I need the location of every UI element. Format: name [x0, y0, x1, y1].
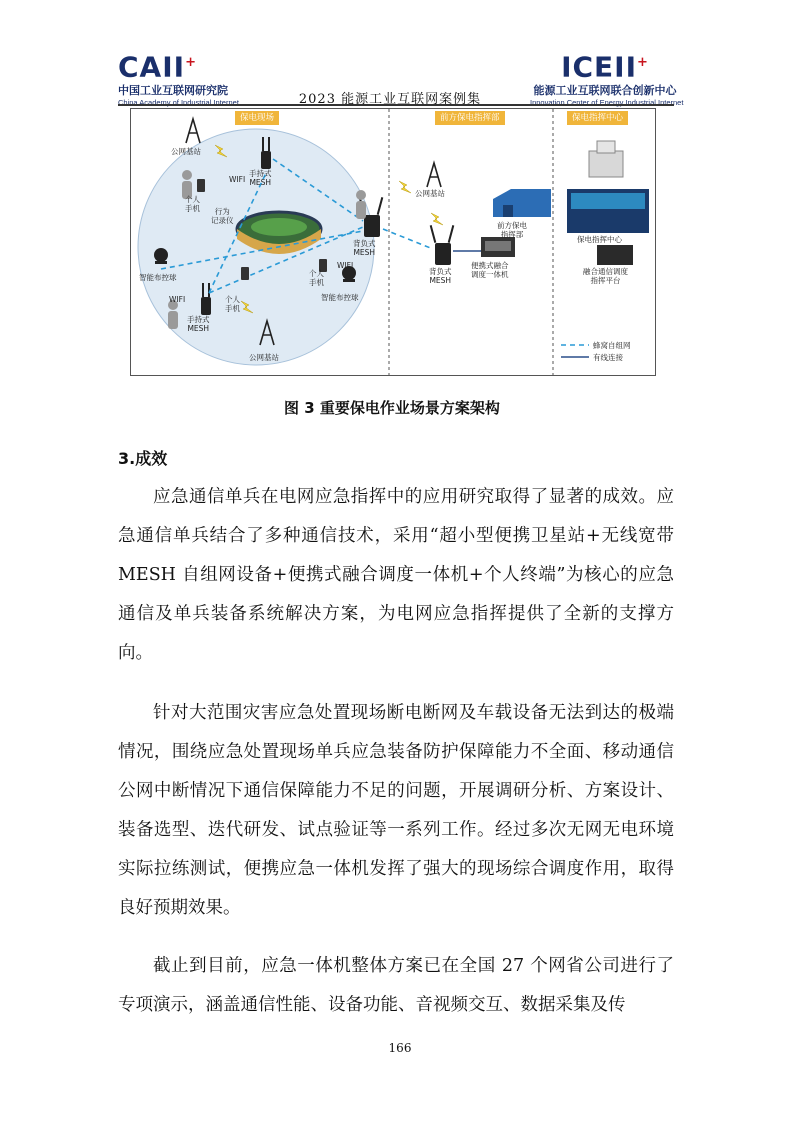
label-base-station: 公网基站	[171, 147, 201, 156]
label-handheld-mesh: 手持式 MESH	[249, 169, 272, 187]
section-label-site: 保电现场	[235, 111, 279, 125]
figure-caption: 图 3 重要保电作业场景方案架构	[284, 399, 500, 417]
label-phone: 个人 手机	[185, 195, 200, 213]
label-wifi: WIFI	[229, 175, 246, 184]
section-label-front-hq: 前方保电指挥部	[435, 111, 505, 125]
paragraph: 截止到目前，应急一体机整体方案已在全国 27 个网省公司进行了专项演示，涵盖通信性能、设备功能、音视频交互、数据采集及传	[118, 956, 674, 1015]
building-icon	[589, 141, 623, 177]
label-base-station: 公网基站	[249, 353, 279, 362]
section-heading: 3.成效	[118, 449, 168, 468]
label-recorder: 行为 记录仪	[211, 207, 234, 225]
paragraph: 针对大范围灾害应急处置现场断电断网及车载设备无法到达的极端情况，围绕应急处置现场单兵应急装备防护保障能力不全面、移动通信公网中断情况下通信保障能力不足的问题，开展调研分析、方案设计、装备选型、迭代研发、试点验证等一系列工作。经过多次无网无电环境实际拉练测试，便携应急一体机发挥了强大的现场综合调度作用，取得良好预期效果。	[118, 703, 674, 918]
running-title: 2023 能源工业互联网案例集	[298, 92, 482, 107]
label-backpack-mesh: 背负式 MESH	[429, 267, 452, 285]
label-command-center: 保电指挥中心	[577, 235, 622, 244]
label-dispatch-platform: 融合通信调度 指挥平台	[583, 267, 628, 285]
label-wifi: WIFI	[337, 261, 354, 270]
iceii-logo: ICEII+	[561, 50, 649, 84]
paragraph: 应急通信单兵在电网应急指挥中的应用研究取得了显著的成效。应急通信单兵结合了多种通信技术，采用“超小型便携卫星站+无线宽带 MESH 自组网设备+便携式融合调度一体机+个人终端”为核心的应急通信及单兵装备系统解决方案，为电网应急指挥提供了全新的支撑方向。	[118, 487, 674, 663]
label-phone: 个人 手机	[225, 295, 240, 313]
tent-icon	[493, 189, 551, 217]
label-fusion-box: 便携式融合 调度一体机	[471, 261, 509, 279]
label-backpack-mesh: 背负式 MESH	[353, 239, 376, 257]
label-front-hq: 前方保电 指挥部	[497, 221, 527, 239]
label-dome-camera: 智能布控球	[139, 273, 177, 282]
header-right-logo	[530, 48, 684, 108]
right-org-name-zh: 能源工业互联网联合创新中心	[533, 84, 677, 98]
label-handheld-mesh: 手持式 MESH	[187, 315, 210, 333]
architecture-figure	[130, 108, 656, 376]
label-base-station: 公网基站	[415, 189, 445, 198]
right-org-name-en: Innovation Center of Energy Industrial Internet	[530, 98, 684, 108]
fusion-box-icon	[481, 237, 515, 257]
label-wifi: WIFI	[169, 295, 186, 304]
section-label-command-center: 保电指挥中心	[567, 111, 628, 125]
header-left-logo	[118, 48, 258, 107]
label-phone: 个人 手机	[309, 269, 324, 287]
legend	[561, 345, 589, 357]
caii-logo: CAII+	[118, 50, 197, 84]
header-rule	[118, 104, 674, 106]
label-dome-camera: 智能布控球	[321, 293, 359, 302]
left-org-name-en: China Academy of Industrial Internet	[118, 98, 239, 108]
legend-wired-label: 有线连接	[593, 353, 623, 362]
console-icon	[597, 245, 633, 265]
left-org-name-zh: 中国工业互联网研究院	[118, 84, 228, 98]
legend-mesh-label: 蜂窝自组网	[593, 341, 631, 350]
page-number: 166	[388, 1041, 412, 1055]
